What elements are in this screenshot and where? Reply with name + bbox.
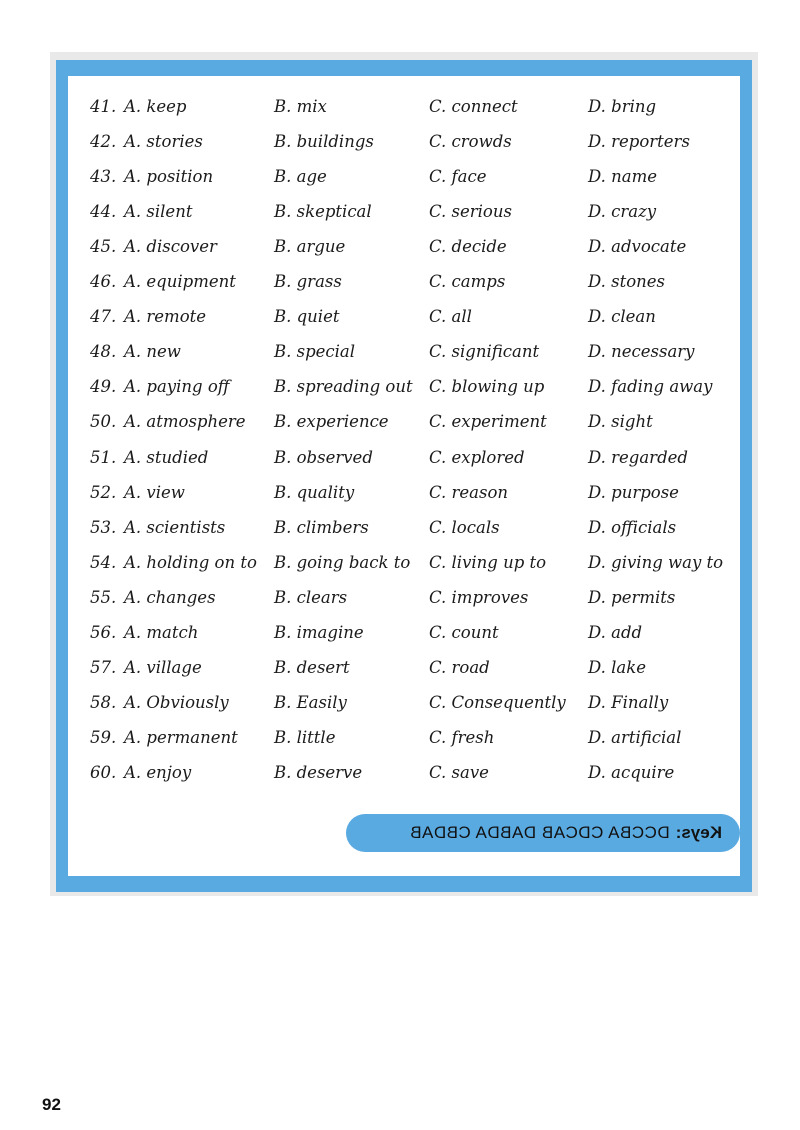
- option-a: A. position: [124, 167, 214, 187]
- option-b: B. going back to: [274, 552, 411, 572]
- question-row: [68, 580, 740, 615]
- option-a: A. view: [124, 482, 185, 502]
- question-row: [68, 545, 740, 580]
- option-b: B. spreading out: [274, 377, 413, 397]
- option-a: A. changes: [124, 587, 216, 607]
- option-d: D. necessary: [588, 342, 695, 362]
- option-b: B. skeptical: [274, 202, 372, 222]
- option-c: C. living up to: [429, 552, 547, 572]
- option-b: B. mix: [274, 97, 327, 116]
- answer-keys-mirrored: [346, 814, 740, 852]
- option-c: C. camps: [429, 272, 506, 292]
- question-row: [68, 194, 740, 229]
- option-d: D. Finally: [588, 692, 669, 712]
- option-d: D. stones: [588, 272, 666, 292]
- question-row: [68, 615, 740, 650]
- question-row: [68, 124, 740, 159]
- option-d: D. fading away: [588, 377, 713, 397]
- option-d: D. permits: [588, 587, 676, 607]
- option-d: D. name: [588, 167, 658, 187]
- option-d: D. sight: [588, 412, 653, 432]
- question-number: 48.: [90, 342, 117, 362]
- keys-label: Keys:: [675, 823, 722, 842]
- question-number: 43.: [90, 167, 117, 187]
- question-row: [68, 229, 740, 264]
- question-row: [68, 299, 740, 334]
- option-c: C. decide: [429, 237, 507, 257]
- question-number: 46.: [90, 272, 117, 292]
- option-a: A. match: [124, 622, 199, 642]
- question-row: [68, 89, 740, 124]
- question-number: 41.: [90, 97, 117, 116]
- question-row: [68, 510, 740, 545]
- option-a: A. paying off: [124, 377, 230, 397]
- option-a: A. discover: [124, 237, 217, 257]
- page-number: 92: [42, 1095, 61, 1114]
- option-a: A. stories: [124, 132, 203, 152]
- option-b: B. imagine: [274, 622, 364, 642]
- option-c: C. locals: [429, 517, 500, 537]
- option-b: B. Easily: [274, 692, 347, 712]
- option-b: B. clears: [274, 587, 348, 607]
- option-c: C. experiment: [429, 412, 547, 432]
- option-d: D. crazy: [588, 202, 657, 222]
- question-row: [68, 475, 740, 510]
- option-c: C. save: [429, 762, 489, 782]
- option-a: A. silent: [124, 202, 193, 222]
- option-a: A. permanent: [124, 727, 238, 747]
- question-number: 51.: [90, 447, 117, 467]
- question-number: 55.: [90, 587, 117, 607]
- option-b: B. buildings: [274, 132, 374, 152]
- option-b: B. quality: [274, 482, 355, 502]
- exercise-panel: [68, 76, 740, 876]
- option-a: A. studied: [124, 447, 209, 467]
- option-a: A. equipment: [124, 272, 236, 292]
- option-a: A. atmosphere: [124, 412, 246, 432]
- question-number: 58.: [90, 692, 117, 712]
- option-a: A. holding on to: [124, 552, 257, 572]
- question-row: [68, 650, 740, 685]
- question-number: 50.: [90, 412, 117, 432]
- option-a: A. new: [124, 342, 181, 362]
- question-row: [68, 264, 740, 299]
- question-number: 57.: [90, 657, 117, 677]
- option-a: A. remote: [124, 307, 207, 327]
- question-row: [68, 334, 740, 369]
- question-number: 45.: [90, 237, 117, 257]
- option-b: B. quiet: [274, 307, 340, 327]
- option-d: D. reporters: [588, 132, 690, 152]
- option-d: D. add: [588, 622, 643, 642]
- option-d: D. acquire: [588, 762, 675, 782]
- option-c: C. road: [429, 657, 490, 677]
- question-number: 49.: [90, 377, 117, 397]
- option-c: C. crowds: [429, 132, 512, 152]
- question-row: [68, 755, 740, 790]
- option-d: D. bring: [588, 97, 657, 116]
- option-c: C. connect: [429, 97, 518, 116]
- question-number: 42.: [90, 132, 117, 152]
- option-d: D. officials: [588, 517, 677, 537]
- question-number: 54.: [90, 552, 117, 572]
- option-b: B. desert: [274, 657, 350, 677]
- option-b: B. argue: [274, 237, 346, 257]
- option-a: A. enjoy: [124, 762, 192, 782]
- question-number: 44.: [90, 202, 117, 222]
- question-number: 60.: [90, 762, 117, 782]
- option-b: B. experience: [274, 412, 389, 432]
- question-number: 53.: [90, 517, 117, 537]
- question-number: 52.: [90, 482, 117, 502]
- option-c: C. significant: [429, 342, 540, 362]
- option-c: C. serious: [429, 202, 512, 222]
- option-b: B. little: [274, 727, 336, 747]
- answer-keys-pill: [346, 814, 740, 852]
- option-d: D. lake: [588, 657, 647, 677]
- question-number: 59.: [90, 727, 117, 747]
- option-d: D. regarded: [588, 447, 688, 467]
- option-b: B. observed: [274, 447, 373, 467]
- option-c: C. blowing up: [429, 377, 545, 397]
- option-c: C. count: [429, 622, 499, 642]
- option-c: C. improves: [429, 587, 529, 607]
- option-d: D. giving way to: [588, 552, 724, 572]
- option-c: C. face: [429, 167, 487, 187]
- question-number: 56.: [90, 622, 117, 642]
- option-c: C. reason: [429, 482, 509, 502]
- option-b: B. age: [274, 167, 327, 187]
- option-b: B. climbers: [274, 517, 369, 537]
- question-row: [68, 159, 740, 194]
- option-a: A. Obviously: [124, 692, 229, 712]
- option-c: C. fresh: [429, 727, 495, 747]
- question-row: [68, 440, 740, 475]
- option-b: B. deserve: [274, 762, 363, 782]
- option-b: B. grass: [274, 272, 342, 292]
- question-row: [68, 720, 740, 755]
- question-row: [68, 685, 740, 720]
- option-c: C. Consequently: [429, 692, 566, 712]
- option-c: C. all: [429, 307, 472, 327]
- option-d: D. clean: [588, 307, 656, 327]
- option-d: D. advocate: [588, 237, 687, 257]
- option-c: C. explored: [429, 447, 525, 467]
- option-b: B. special: [274, 342, 356, 362]
- question-row: [68, 369, 740, 404]
- exercise-frame: [56, 60, 752, 892]
- keys-value: DCCBA CDCAB DABDA CBDAB: [409, 823, 670, 842]
- option-a: A. keep: [124, 97, 187, 116]
- question-row: [68, 404, 740, 439]
- question-number: 47.: [90, 307, 117, 327]
- option-d: D. artificial: [588, 727, 682, 747]
- option-a: A. village: [124, 657, 202, 677]
- option-d: D. purpose: [588, 482, 679, 502]
- option-a: A. scientists: [124, 517, 226, 537]
